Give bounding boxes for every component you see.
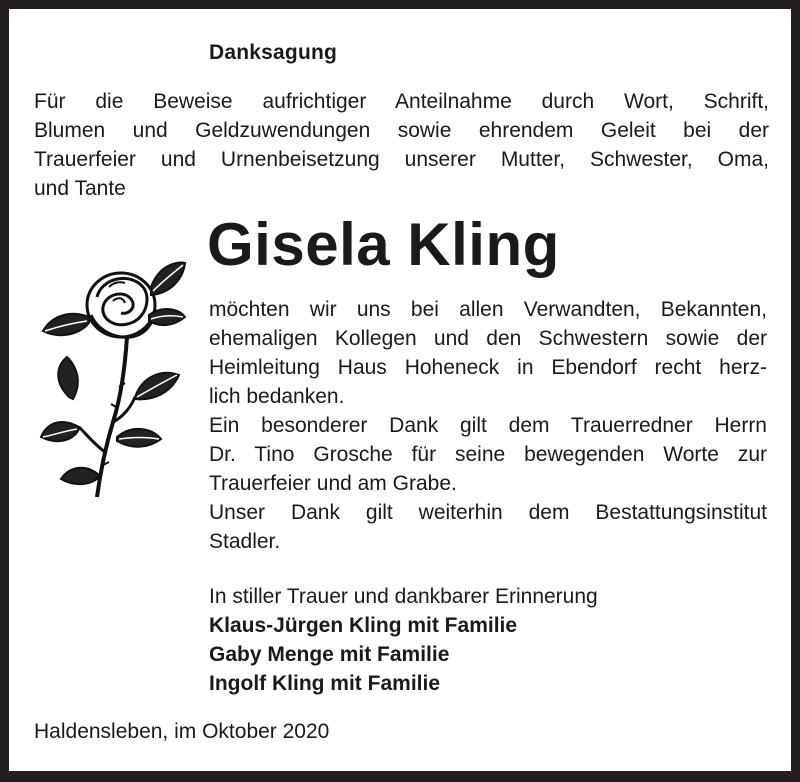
body-line: Heimleitung Haus Hoheneck in Ebendorf recht herz- xyxy=(209,356,767,379)
intro-line: Für die Beweise aufrichtiger Anteilnahme durch Wort, Schrift, xyxy=(34,90,769,113)
notice-heading: Danksagung xyxy=(209,41,338,64)
family-signature: Klaus-Jürgen Kling mit Familie xyxy=(209,614,518,637)
body-line: lich bedanken. xyxy=(209,385,345,408)
place-date: Haldensleben, im Oktober 2020 xyxy=(34,720,330,743)
intro-line: und Tante xyxy=(34,177,126,200)
rose-icon xyxy=(39,257,189,502)
thanks-paragraph xyxy=(209,295,767,556)
family-signature: Gaby Menge mit Familie xyxy=(209,643,450,666)
deceased-name: Gisela Kling xyxy=(207,211,560,278)
intro-paragraph xyxy=(34,87,769,203)
body-line: Unser Dank gilt weiterhin dem Bestattungsinstitut xyxy=(209,501,767,524)
obituary-notice xyxy=(9,9,791,771)
family-signature: Ingolf Kling mit Familie xyxy=(209,672,440,695)
body-line: Dr. Tino Grosche für seine bewegenden Worte zur xyxy=(209,443,767,466)
body-line: Stadler. xyxy=(209,530,281,553)
closing-line: In stiller Trauer und dankbarer Erinnerung xyxy=(209,585,598,608)
intro-line: Blumen und Geldzuwendungen sowie ehrendem Geleit bei der xyxy=(34,119,769,142)
closing-block xyxy=(209,582,769,698)
intro-line: Trauerfeier und Urnenbeisetzung unserer Mutter, Schwester, Oma, xyxy=(34,148,769,171)
body-line: Trauerfeier und am Grabe. xyxy=(209,472,457,495)
body-line: Ein besonderer Dank gilt dem Trauerredner Herrn xyxy=(209,414,767,437)
body-line: möchten wir uns bei allen Verwandten, Bekannten, xyxy=(209,298,767,321)
body-line: ehemaligen Kollegen und den Schwestern sowie der xyxy=(209,327,767,350)
